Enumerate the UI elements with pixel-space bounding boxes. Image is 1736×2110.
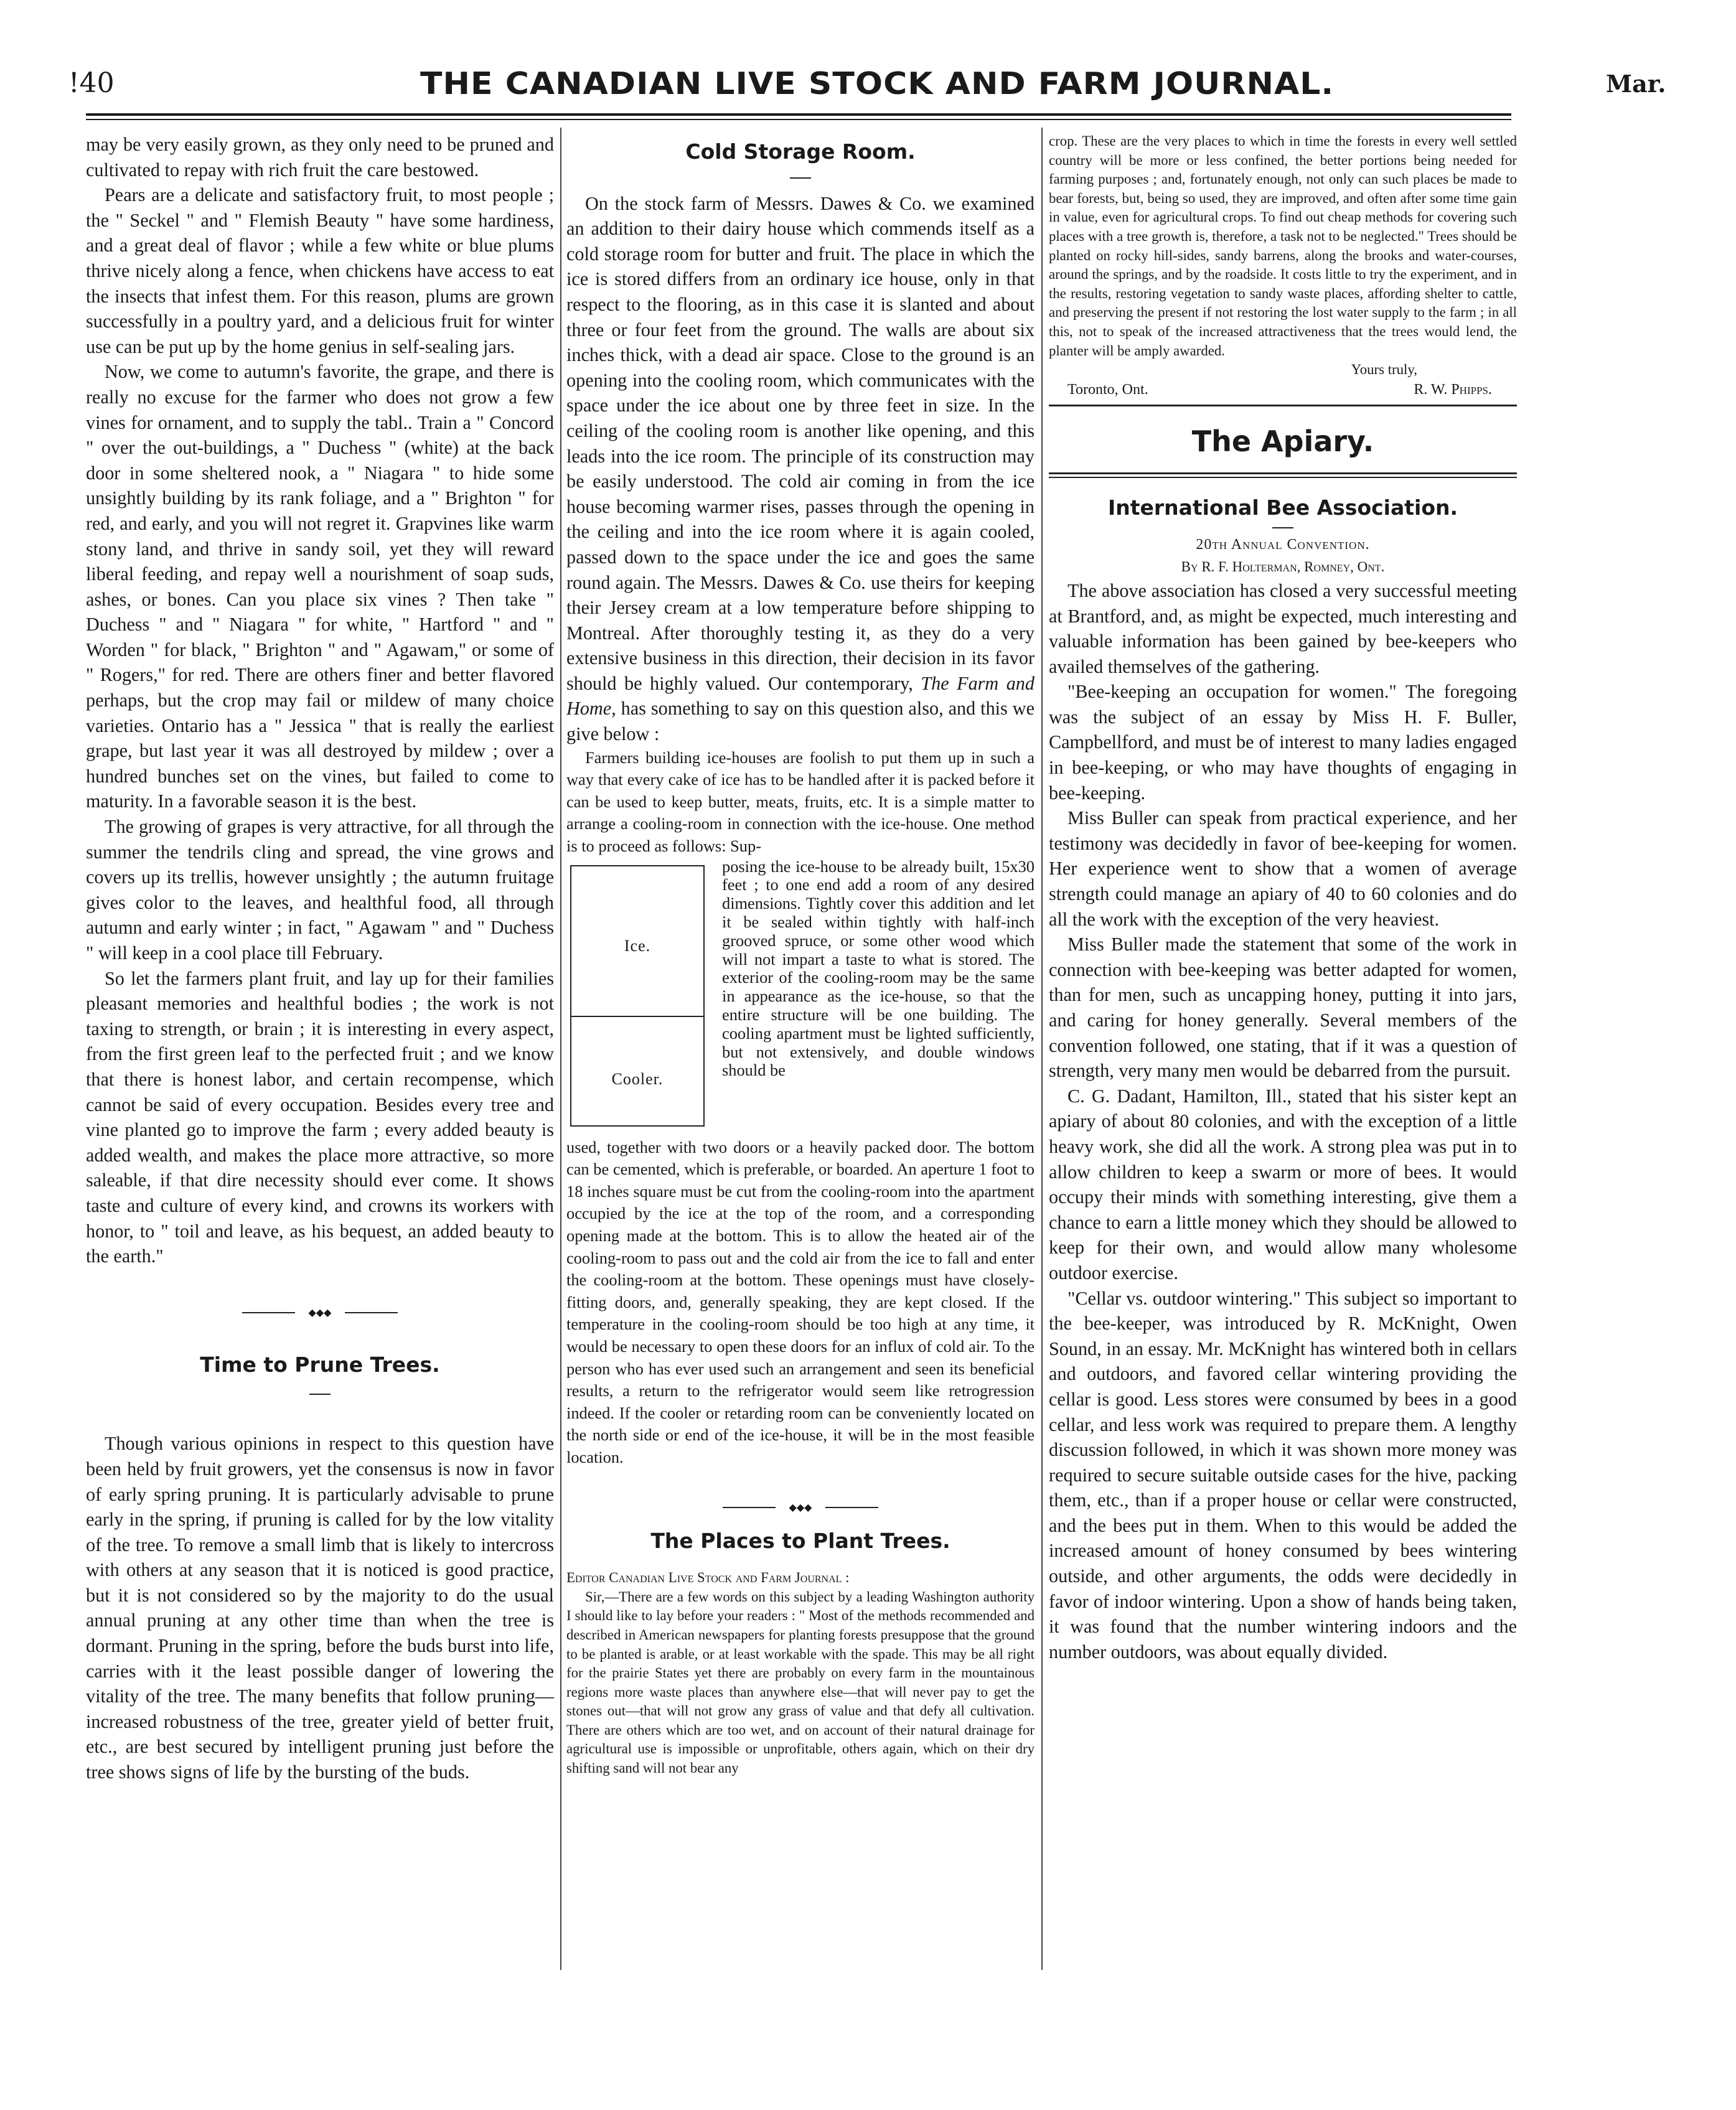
signature-place: Toronto, Ont. <box>1067 381 1148 398</box>
cooler-label: Cooler. <box>611 1069 664 1088</box>
publication-title: The Farm and Home, <box>566 672 1035 720</box>
paragraph: So let the farmers plant fruit, and lay up for their families pleasant memories and healthful bodies ; the work is not taxing to strength, or brain ; it is interesting in every aspect, from the first green leaf to the perfected fruit ; and we know that there is honest labor, and certain recompense, which cannot be said of every occupation. Besides every tree and vine planted go to improve the farm ; every added beauty is added wealth, and makes the place more attractive, so more saleable, if that dire necessity should ever come. It shows taste and culture of every kind, and crowns its workers with honor, to " toil and leave, as his bequest, an added beauty to the earth." <box>86 967 554 1267</box>
paragraph: Miss Buller can speak from practical experience, and her testimony was decidedly in favor of bee-keeping for women. Her experience went to show that a women of average strength could manage an apiary of 40 to 60 colonies and do all the work with the exception of the very heaviest. <box>1049 807 1517 930</box>
masthead-title: THE CANADIAN LIVE STOCK AND FARM JOURNAL. <box>420 66 1335 101</box>
paragraph: Pears are a delicate and satisfactory fruit, to most people ; the " Seckel " and " Flemish Beauty " have some hardiness, and a great deal of flavor ; while a few white or blue plums thrive nicely along a fence, when chickens have access to eat the insects that infest them. For this reason, plums are grown successfully in a poultry yard, and a delicious fruit for winter use can be put up by the home genius in self-sealing jars. <box>86 184 554 357</box>
section-ornament: ◆◆◆ <box>566 1500 1035 1515</box>
section-ornament: ◆◆◆ <box>86 1305 554 1320</box>
ice-house-figure <box>566 858 1035 1137</box>
column-1 <box>86 132 554 1785</box>
column-divider-2 <box>1041 128 1043 1970</box>
article-heading: Cold Storage Room. <box>685 139 916 164</box>
letter-paragraph: crop. These are the very places to which in time the forests in every well settled country will be more or less confined, the better portions being needed for farming purposes ; and, fortunately enough, not only can such places be made to bear forests, but, being so used, they are improved, and often after some time gain in value, even for agricultural crops. To find out cheap methods for covering such places with a tree growth is, therefore, a task not to be neglected." Trees should be planted on rocky hill-sides, sandy barrens, along the brooks and water-courses, around the springs, and by the roadside. It costs little to try the experiment, and in the results, restoring vegetation to sandy waste places, affording shelter to cattle, and preserving the present if not restoring the lost water supply to the farm ; in all this, not to speak of the increased attractiveness that the trees would lend, the planter will be amply awarded. <box>1049 133 1517 359</box>
figure-side-text: posing the ice-house to be already built, 15x30 feet ; to one end add a room of any desired dimensions. Tightly cover this addition and let it be sealed within tightly with half-inch grooved spruce, or some other wood which will not impart a taste to what is stored. The exterior of the cooling-room may be the same in appearance as the ice-house, so that the entire structure will be one building. The cooling apartment must be lighted sufficiently, but not extensively, and double windows should be <box>722 856 1035 1080</box>
column-divider-1 <box>560 128 561 1970</box>
paragraph: Miss Buller made the statement that some of the work in connection with bee-keeping was better adapted for women, than for men, such as uncapping honey, putting it into jars, and caring for honey generally. Several members of the convention followed, one stating, that if it was a question of strength, very many men would be debarred from the pursuit. <box>1049 934 1517 1082</box>
issue-month: Mar. <box>1606 70 1666 98</box>
paragraph: Now, we come to autumn's favorite, the grape, and there is really no excuse for the farmer who does not grow a few vines for ornament, and to supply the tabl.. Train a " Concord " over the out-buildings, a " Duchess " (white) at the back door in some sheltered nook, a " Niagara " to hide some unsightly building by its rank foliage, and a " Brighton " for red, and early, and you will not regret it. Grapvines like warm stony land, and thrive in sandy soil, yet they will reward liberal feeding, and repay well a nourishment of soap suds, ashes, or bones. Can you place six vines ? Then take " Duchess " and " Niagara " for white, " Hartford " and " Worden " for black, " Brighton " and " Agawam," or some of " Rogers," for red. There are others finer and better flavored perhaps, but the crop may fail or mildew of many choice varieties. Ontario has a " Jessica " that is really the earliest grape, but last year it was all destroyed by mildew ; over a hundred bunches set on the vines, but failed to come to maturity. In a favorable season it is the best. <box>86 361 554 812</box>
signature-name: R. W. Phipps. <box>1414 381 1492 398</box>
paragraph: Though various opinions in respect to this question have been held by fruit growers, yet the consensus is now in favor of early spring pruning. It is particularly advisable to prune early in the spring, if pruning is called for by the low vitality of the tree. To remove a small limb that is likely to intercross with others at any season that it is noticed is good practice, but it is not considered so by the majority to do the usual annual pruning at any other time than when the tree is dormant. Pruning in the spring, before the buds burst into life, carries with it the least possible danger of lowering the vitality of the tree. The many benefits that follow pruning—increased robustness of the tree, greater yield of better fruit, etc., are best secured by intelligent pruning just before the tree shows signs of life by the bursting of the buds. <box>86 1433 554 1783</box>
paragraph: The growing of grapes is very attractive, for all through the summer the tendrils cling and spread, the vine grows and covers up its trellis, however unsightly ; the autumn fruitage gives color to the leaves, and healthful food, all through autumn and early winter ; in fact, " Agawam " and " Duchess " will keep in a cool place till February. <box>86 816 554 964</box>
byline: By R. F. Holterman, Romney, Ont. <box>1181 558 1385 574</box>
section-title: The Apiary. <box>1191 424 1374 458</box>
paragraph-end: has something to say on this question also, and this we give below : <box>566 698 1035 745</box>
column-3 <box>1049 132 1517 1664</box>
editor-salutation: Editor Canadian Live Stock and Farm Journal : <box>566 1570 850 1586</box>
paragraph: "Bee-keeping an occupation for women." The foregoing was the subject of an essay by Miss H. F. Buller, Campbellford, and must be of interest to many ladies engaged in bee-keeping, or who may have thoughts of engaging in bee-keeping. <box>1049 681 1517 804</box>
column-2 <box>566 132 1035 1778</box>
header-rule-thick <box>86 113 1511 116</box>
paragraph: On the stock farm of Messrs. Dawes & Co. we examined an addition to their dairy house which commends itself as a cold storage room for butter and fruit. The place in which the ice is stored differs from an ordinary ice house, only in that respect to the flooring, as in this case it is slanted and about three or four feet from the ground. The walls are about six inches thick, with a dead air space. Close to the ground is an opening into the cooling room, which communicates with the space under the ice about one by three feet in size. In the ceiling of the cooling room is another like opening, and this leads into the ice room. The principle of its construction may be easily understood. The cold air coming in from the ice house becoming warmer rises, passes through the opening in the ceiling and into the ice room where it is again cooled, passed down to the space under the ice and goes the same round again. The Messrs. Dawes & Co. use theirs for keeping their Jersey cream at a low temperature before shipping to Montreal. After thoroughly testing it, as they do a very extensive business in this direction, their decision in its favor should be highly valued. Our contemporary, <box>566 192 1035 694</box>
convention-subheading: 20th Annual Convention. <box>1196 536 1370 553</box>
quoted-paragraph: used, together with two doors or a heavily packed door. The bottom can be cemented, which is preferable, or boarded. An aperture 1 foot to 18 inches square must be cut from the cooling-room into the apartment occupied by the ice at the top of the room, and a corresponding opening made at the bottom. This is to allow the heated air of the cooling-room to pass out and the cold air from the ice to fall and enter the cooling-room at the bottom. These openings must have closely-fitting doors, and, generally speaking, they are kept closed. If the temperature in the cooling-room should be too high at any time, it would be necessary to open these doors for an influx of cold air. To the person who has ever used such an arrangement and seen its beneficial results, a return to the refrigerator would seem like retrogression indeed. If the cooler or retarding room can be conveniently located on the north side or end of the ice-house, it will be in the most feasible location. <box>566 1137 1035 1466</box>
paragraph: "Cellar vs. outdoor wintering." This subject so important to the bee-keeper, was introduced by R. McKnight, Owen Sound, in an essay. Mr. McKnight has wintered both in cellars and outdoors, and favored cellar wintering providing the cellar is good. Less stores were consumed by bees in a good cellar, and less work was required to prepare them. A lengthy discussion followed, in which it was shown more money was required to secure suitable outside cases for the hive, packing them, etc., than if a proper house or cellar were constructed, and the bees put in them. When to this would be added the increased amount of honey consumed by bees wintering outside, and other arguments, the odds were decidedly in favor of indoor wintering. Upon a show of hands being taken, it was found that the number wintering indoors and the number outdoors, was about equally divided. <box>1049 1287 1517 1662</box>
page-number: !40 <box>68 67 115 99</box>
letter-closing: Yours truly, <box>1351 362 1417 378</box>
article-heading: International Bee Association. <box>1107 495 1458 520</box>
ice-label: Ice. <box>624 936 651 955</box>
letter-paragraph: Sir,—There are a few words on this subject by a leading Washington authority I should like to lay before your readers : " Most of the methods recommended and described in American newspapers for planting forests presuppose that the ground to be planted is arable, or at least workable with the spade. This may be all right for the prairie States yet there are probably on every farm in the mountainous regions more waste places than anywhere else—that will never pay to get the stones out—that will not grow any grass of value and that defy all cultivation. There are others which are too wet, and on account of their natural drainage for agricultural use is impossible or unprofitable, others again, which on their dry shifting sand will not bear any <box>566 1588 1035 1776</box>
article-heading: The Places to Plant Trees. <box>650 1528 950 1553</box>
paragraph: may be very easily grown, as they only need to be pruned and cultivated to repay with rich fruit the care bestowed. <box>86 134 554 181</box>
header-rule-thin <box>86 119 1511 120</box>
quoted-paragraph: Farmers building ice-houses are foolish to put them up in such a way that every cake of ice has to be handled after it is packed before it can be used to keep butter, meats, fruits, etc. It is a simple matter to arrange a cooling-room in connection with the ice-house. One method is to proceed as follows: Sup- <box>566 748 1035 856</box>
paragraph: The above association has closed a very successful meeting at Brantford, and, as might be expected, much interesting and valuable information has been gained by bee-keepers who availed themselves of the gathering. <box>1049 579 1517 677</box>
paragraph: C. G. Dadant, Hamilton, Ill., stated that his sister kept an apiary of about 80 colonies, and with the exception of a little heavy work, she did all the work. A strong plea was put in to allow children to keep a swarm or more of bees. It would occupy their minds with something interesting, give them a chance to earn a little money which they should be allowed to keep for their own, and would allow many wholesome outdoor exercise. <box>1049 1085 1517 1283</box>
article-heading: Time to Prune Trees. <box>200 1352 440 1377</box>
diagram-divider <box>571 1016 703 1017</box>
letter-signature <box>1049 380 1517 400</box>
